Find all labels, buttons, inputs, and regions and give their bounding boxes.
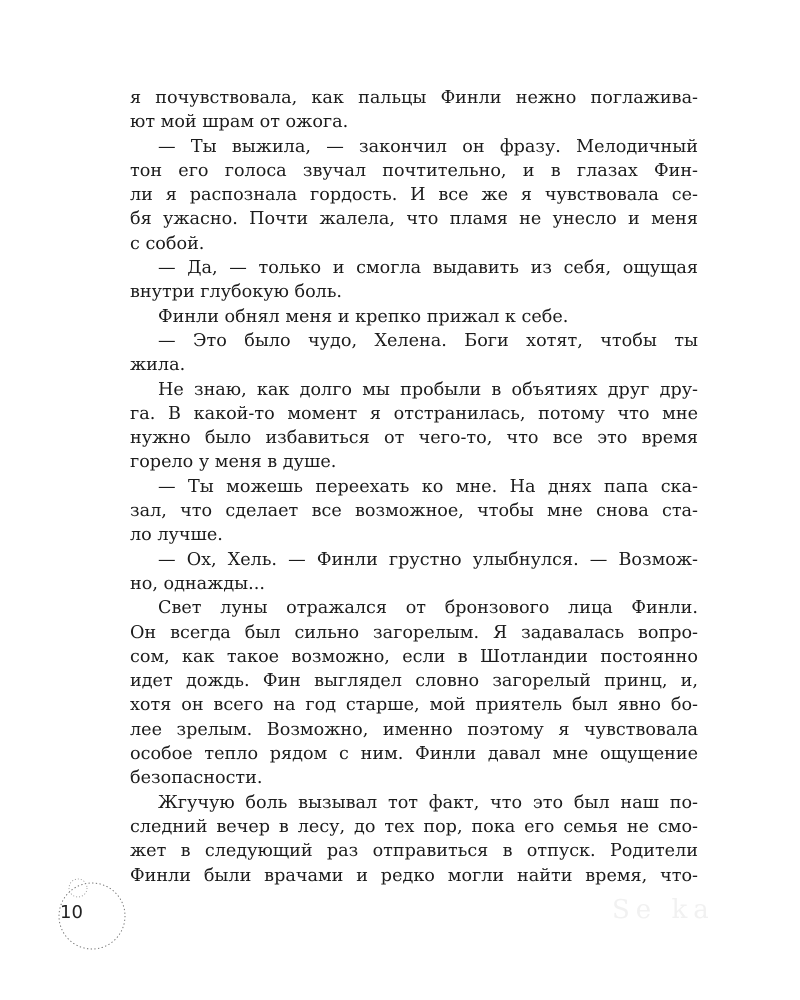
text-line: Финли обнял меня и крепко прижал к себе. xyxy=(158,306,569,327)
text-line: следний вечер в лесу, до тех пор, пока его семья не смо- xyxy=(130,816,698,837)
text-line: внутри глубокую боль. xyxy=(130,282,343,303)
text-line: я почувствовала, как пальцы Финли нежно поглажива- xyxy=(130,88,698,108)
text-line: нужно было избавиться от чего-то, что все это время xyxy=(130,428,698,449)
text-line: особое тепло рядом с ним. Финли давал мне ощущение xyxy=(130,744,698,765)
text-line: ют мой шрам от ожога. xyxy=(130,112,349,133)
text-line: Не знаю, как долго мы пробыли в объятиях друг дру- xyxy=(158,379,698,400)
text-line: — Ты выжила, — закончил он фразу. Мелодичный xyxy=(158,136,698,157)
text-line: — Ох, Хель. — Финли грустно улыбнулся. — Возмож- xyxy=(158,549,698,570)
page-number: 10 xyxy=(60,902,83,923)
text-line: га. В какой-то момент я отстранилась, потому что мне xyxy=(130,403,698,424)
text-line: жила. xyxy=(130,355,186,376)
text-line: лее зрелым. Возможно, именно поэтому я чувствовала xyxy=(130,719,698,740)
text-line: ло лучше. xyxy=(130,525,223,546)
text-line: сом, как такое возможно, если в Шотландии постоянно xyxy=(130,646,698,667)
text-line: Он всегда был сильно загорелым. Я задавалась вопро- xyxy=(130,622,698,643)
text-line: горело у меня в душе. xyxy=(130,452,337,473)
text-line: бя ужасно. Почти жалела, что пламя не унесло и меня xyxy=(130,209,698,230)
text-line: — Ты можешь переехать ко мне. На днях папа ска- xyxy=(158,476,698,497)
text-line: хотя он всего на год старше, мой приятель был явно бо- xyxy=(130,695,698,716)
text-line: но, однажды... xyxy=(130,573,265,594)
text-line: идет дождь. Фин выглядел словно загорелый принц, и, xyxy=(130,671,698,692)
text-line: — Это было чудо, Хелена. Боги хотят, чтобы ты xyxy=(158,330,698,351)
text-line: безопасности. xyxy=(130,768,263,789)
watermark: Se ka xyxy=(612,895,715,925)
text-line: Финли были врачами и редко могли найти время, что- xyxy=(130,865,698,886)
text-line: — Да, — только и смогла выдавить из себя, ощущая xyxy=(158,258,698,279)
text-line: жет в следующий раз отправиться в отпуск. Родители xyxy=(130,841,698,862)
text-line: зал, что сделает все возможное, чтобы мне снова ста- xyxy=(130,501,698,522)
text-line: с собой. xyxy=(130,233,205,254)
text-line: Свет луны отражался от бронзового лица Финли. xyxy=(158,598,698,619)
text-line: ли я распознала гордость. И все же я чувствовала се- xyxy=(130,185,698,206)
text-line: тон его голоса звучал почтительно, и в глазах Фин- xyxy=(130,160,698,181)
body-text xyxy=(130,86,698,888)
text-line: Жгучую боль вызывал тот факт, что это был наш по- xyxy=(158,792,698,813)
